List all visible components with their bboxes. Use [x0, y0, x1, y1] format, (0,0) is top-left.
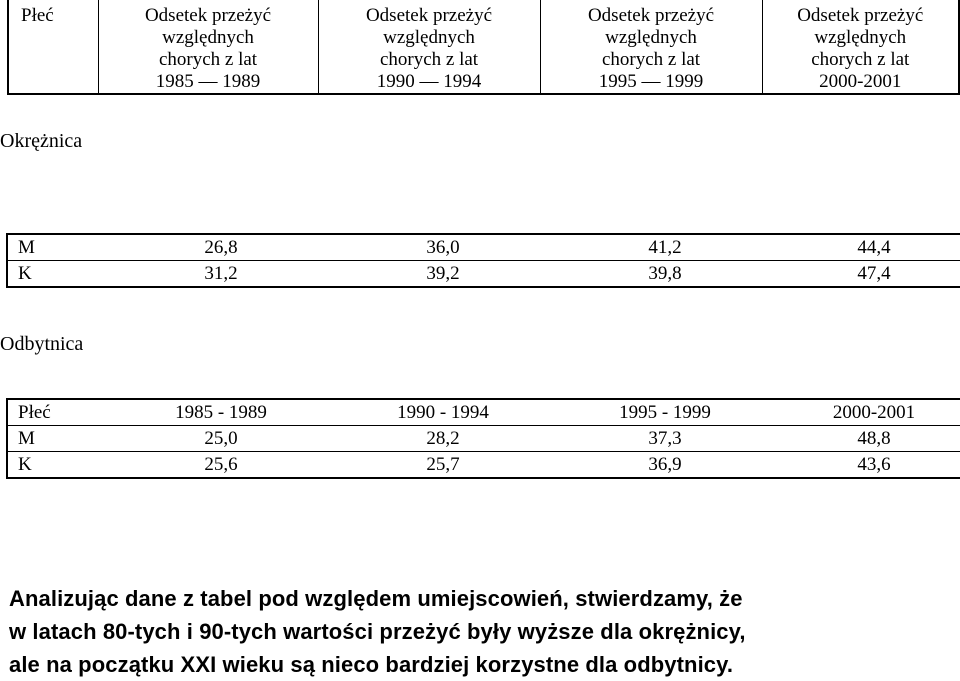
header-col-2-line-3: chorych z lat [379, 49, 479, 70]
header-col-3-line-3: chorych z lat [601, 49, 701, 70]
rectum-sex-k: K [7, 452, 110, 479]
rectum-k-2000-2001: 43,6 [776, 452, 960, 479]
header-col-1 [98, 0, 318, 94]
rectum-section-label: Odbytnica [0, 333, 84, 355]
colon-k-1995-1999: 39,8 [554, 261, 776, 288]
rectum-header-2000-2001: 2000-2001 [832, 402, 916, 423]
header-col-3 [540, 0, 762, 94]
rectum-k-1995-1999: 36,9 [554, 452, 776, 479]
header-col-3-line-1: Odsetek przeżyć [587, 5, 715, 26]
table-row [7, 234, 960, 261]
header-col-4-line-1: Odsetek przeżyć [797, 5, 924, 26]
rectum-k-1985-1989: 25,6 [110, 452, 332, 479]
header-col-2-line-4: 1990 — 1994 [376, 71, 482, 92]
colon-m-1995-1999: 41,2 [648, 237, 682, 258]
rectum-m-1985-1989: 25,0 [110, 426, 332, 452]
header-col-1-line-3: chorych z lat [158, 49, 258, 70]
table-header-row [7, 399, 960, 426]
header-col-4-line-4: 2000-2001 [819, 71, 902, 92]
header-col-3-line-4: 1995 — 1999 [598, 71, 704, 92]
header-col-1-line-4: 1985 — 1989 [155, 71, 261, 92]
header-sex-cell: Płeć [8, 0, 98, 94]
header-col-1-line-1: Odsetek przeżyć [144, 5, 272, 26]
table-row [7, 426, 960, 452]
conclusion-paragraph [9, 582, 957, 681]
rectum-header-sex: Płeć [18, 402, 51, 423]
header-col-2 [318, 0, 540, 94]
header-col-1-line-2: względnych [162, 27, 254, 48]
rectum-k-1990-1994: 25,7 [332, 452, 554, 479]
colon-m-2000-2001: 44,4 [857, 237, 891, 258]
rectum-m-1990-1994: 28,2 [332, 426, 554, 452]
header-col-4-line-2: względnych [814, 27, 907, 48]
colon-sex-m: M [18, 237, 35, 258]
rectum-m-2000-2001: 48,8 [776, 426, 960, 452]
header-col-2-line-2: względnych [383, 27, 475, 48]
rectum-sex-m: M [7, 426, 110, 452]
rectum-header-1985-1989: 1985 - 1989 [175, 402, 267, 423]
conclusion-line-3: ale na początku XXI wieku są nieco bardziej korzystne dla odbytnicy. [9, 652, 734, 677]
rectum-table [6, 398, 960, 479]
colon-section-label: Okrężnica [0, 130, 83, 152]
header-col-3-line-2: względnych [605, 27, 697, 48]
header-col-2-line-1: Odsetek przeżyć [365, 5, 493, 26]
colon-k-2000-2001: 47,4 [776, 261, 960, 288]
header-col-4 [762, 0, 959, 94]
conclusion-line-1: Analizując dane z tabel pod względem umiejscowień, stwierdzamy, że [9, 586, 743, 611]
colon-table [6, 233, 960, 288]
header-table [7, 0, 960, 95]
conclusion-line-2: w latach 80-tych i 90-tych wartości przeżyć były wyższe dla okrężnicy, [9, 619, 746, 644]
colon-m-1990-1994: 36,0 [426, 237, 460, 258]
colon-k-1990-1994: 39,2 [332, 261, 554, 288]
header-col-4-line-3: chorych z lat [811, 49, 910, 70]
table-row [7, 261, 960, 288]
header-row [8, 0, 959, 94]
colon-sex-k: K [7, 261, 110, 288]
rectum-header-1995-1999: 1995 - 1999 [619, 402, 711, 423]
table-row [7, 452, 960, 479]
rectum-header-1990-1994: 1990 - 1994 [397, 402, 489, 423]
colon-m-1985-1989: 26,8 [204, 237, 238, 258]
colon-k-1985-1989: 31,2 [110, 261, 332, 288]
rectum-m-1995-1999: 37,3 [554, 426, 776, 452]
